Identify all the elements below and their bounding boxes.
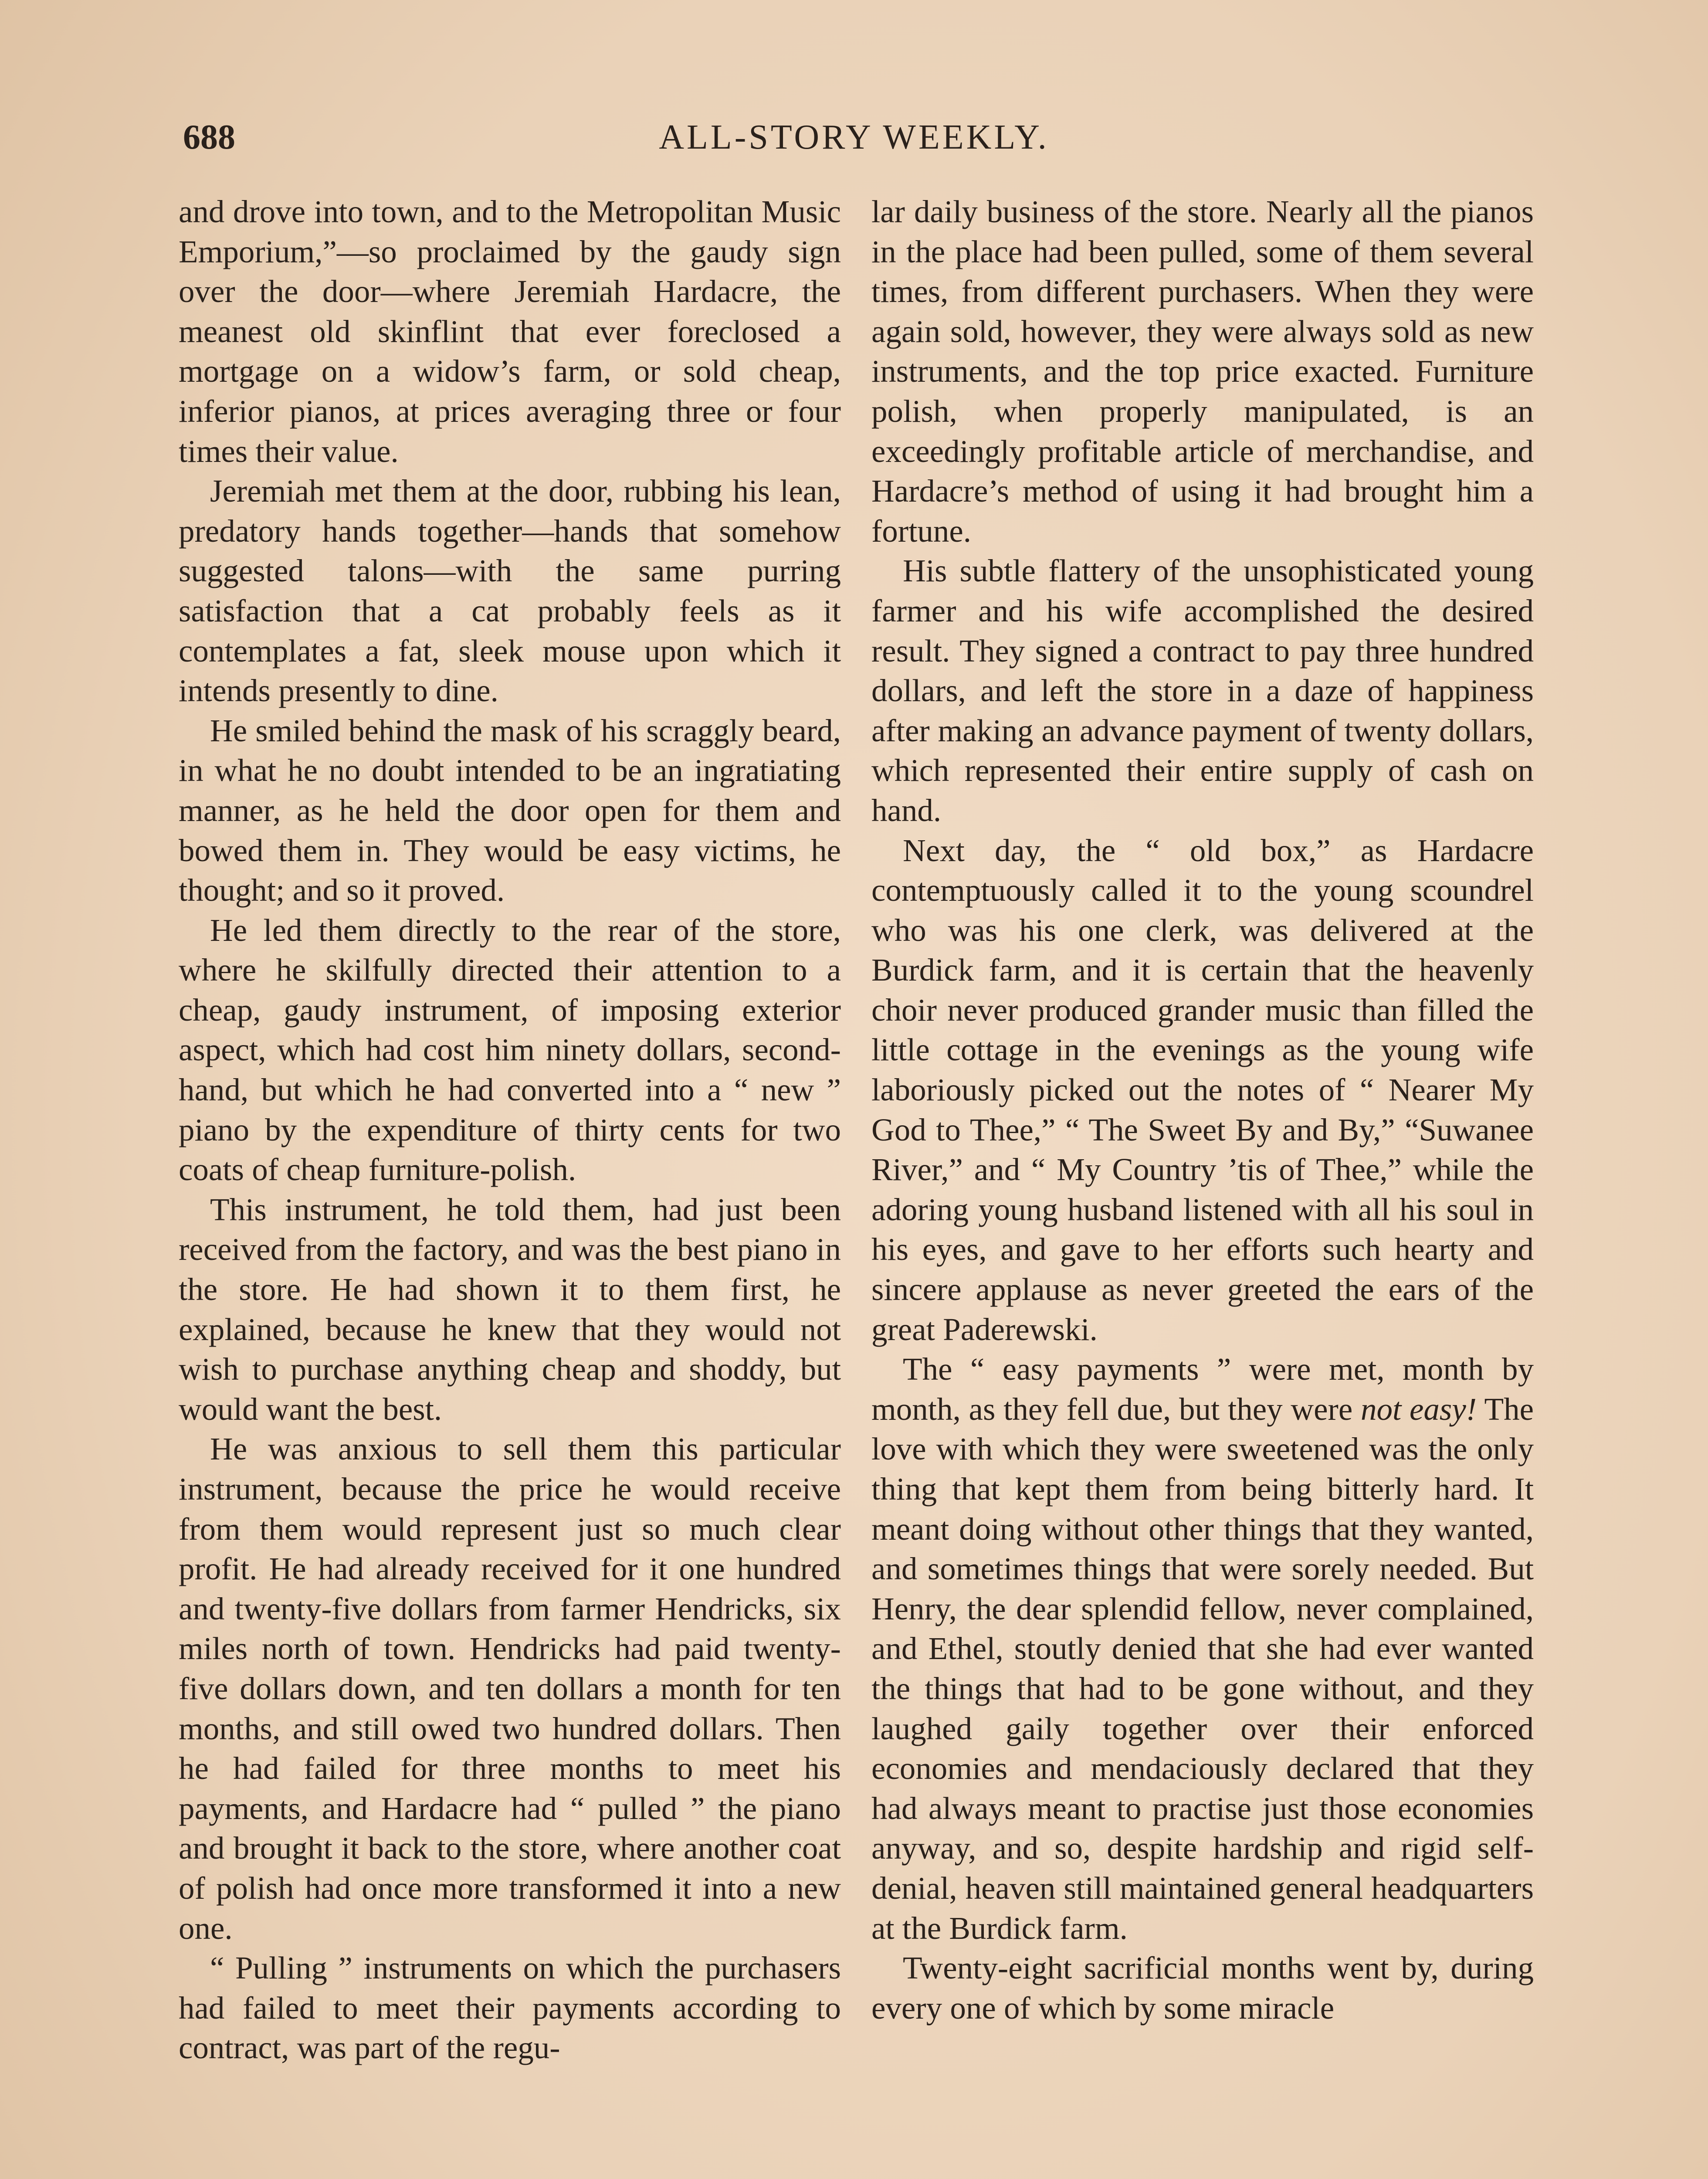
paragraph: “ Pulling ” instruments on which the purchasers had failed to meet their payments according to contract, was part of the regu- [179, 1950, 841, 2066]
paragraph: This instrument, he told them, had just been received from the factory, and was the best piano in the store. He had shown it to them first, he explained, because he knew that they would not wish to purchase anything cheap and shoddy, but would want the best. [179, 1191, 841, 1427]
right-column [871, 192, 1534, 2028]
page-number: 688 [183, 118, 235, 156]
paragraph: Twenty-eight sacrificial months went by, during every one of which by some miracle [871, 1950, 1534, 2026]
paragraph: Next day, the “ old box,” as Hardacre contemptuously called it to the young scoundrel who was his one clerk, was delivered at the Burdick farm, and it is certain that the heavenly choir never produced grander music than filled the little cottage in the evenings as the young wife laboriously picked out the notes of “ Nearer My God to Thee,” “ The Sweet By and By,” “Suwanee River,” and “ My Country ’tis of Thee,” while the adoring young husband listened with all his soul in his eyes, and gave to her efforts such hearty and sincere applause as never greeted the ears of the great Paderewski. [871, 832, 1534, 1347]
paragraph: He was anxious to sell them this particular instrument, because the price he would receive from them would represent just so much clear profit. He had already received for it one hundred and twenty-five dollars from farmer Hendricks, six miles north of town. Hendricks had paid twenty-five dollars down, and ten dollars a month for ten months, and still owed two hundred dollars. Then he had failed for three months to meet his payments, and Hardacre had “ pulled ” the piano and brought it back to the store, where another coat of polish had once more transformed it into a new one. [179, 1431, 841, 1946]
italic-text: not easy! [1361, 1391, 1477, 1427]
paragraph-text: The love with which they were sweetened was the only thing that kept them from being bitterly hard. It meant doing without other things that they wanted, and sometimes things that were sorely needed. But Henry, the dear splendid fellow, never complained, and Ethel, stoutly denied that she had ever wanted the things that had to be gone without, and they laughed gaily together over their enforced economies and mendaciously declared that they had always meant to practise just those economies anyway, and so, despite hardship and rigid self-denial, heaven still maintained general headquarters at the Burdick farm. [871, 1391, 1534, 1946]
paragraph-text: The “ easy payments ” were met, month by month, as they fell due, but they were [871, 1351, 1534, 1427]
paragraph: and drove into town, and to the Metropolitan Music Emporium,”—so proclaimed by the gaudy sign over the door—where Jeremiah Hardacre, the meanest old skinflint that ever foreclosed a mortgage on a widow’s farm, or sold cheap, inferior pianos, at prices averaging three or four times their value. [179, 194, 841, 469]
paragraph: His subtle flattery of the unsophisticated young farmer and his wife accomplished the desired result. They signed a contract to pay three hundred dollars, and left the store in a daze of happiness after making an advance payment of twenty dollars, which represented their entire supply of cash on hand. [871, 553, 1534, 828]
paragraph: He smiled behind the mask of his scraggly beard, in what he no doubt intended to be an ingratiating manner, as he held the door open for them and bowed them in. They would be easy victims, he thought; and so it proved. [179, 713, 841, 908]
paragraph: lar daily business of the store. Nearly all the pianos in the place had been pulled, some of them several times, from different purchasers. When they were again sold, however, they were always sold as new instruments, and the top price exacted. Furniture polish, when properly manipulated, is an exceedingly profitable article of merchandise, and Hardacre’s method of using it had brought him a fortune. [871, 194, 1534, 549]
page-header [183, 118, 1525, 183]
paragraph: He led them directly to the rear of the store, where he skilfully directed their attention to a cheap, gaudy instrument, of imposing exterior aspect, which had cost him ninety dollars, second-hand, but which he had converted into a “ new ” piano by the expenditure of thirty cents for two coats of cheap furniture-polish. [179, 912, 841, 1188]
paragraph [871, 1349, 1534, 1948]
running-title: ALL-STORY WEEKLY. [659, 118, 1049, 156]
left-column [179, 192, 841, 2068]
paragraph: Jeremiah met them at the door, rubbing his lean, predatory hands together—hands that somehow suggested talons—with the same purring satisfaction that a cat probably feels as it contemplates a fat, sleek mouse upon which it intends presently to dine. [179, 473, 841, 709]
